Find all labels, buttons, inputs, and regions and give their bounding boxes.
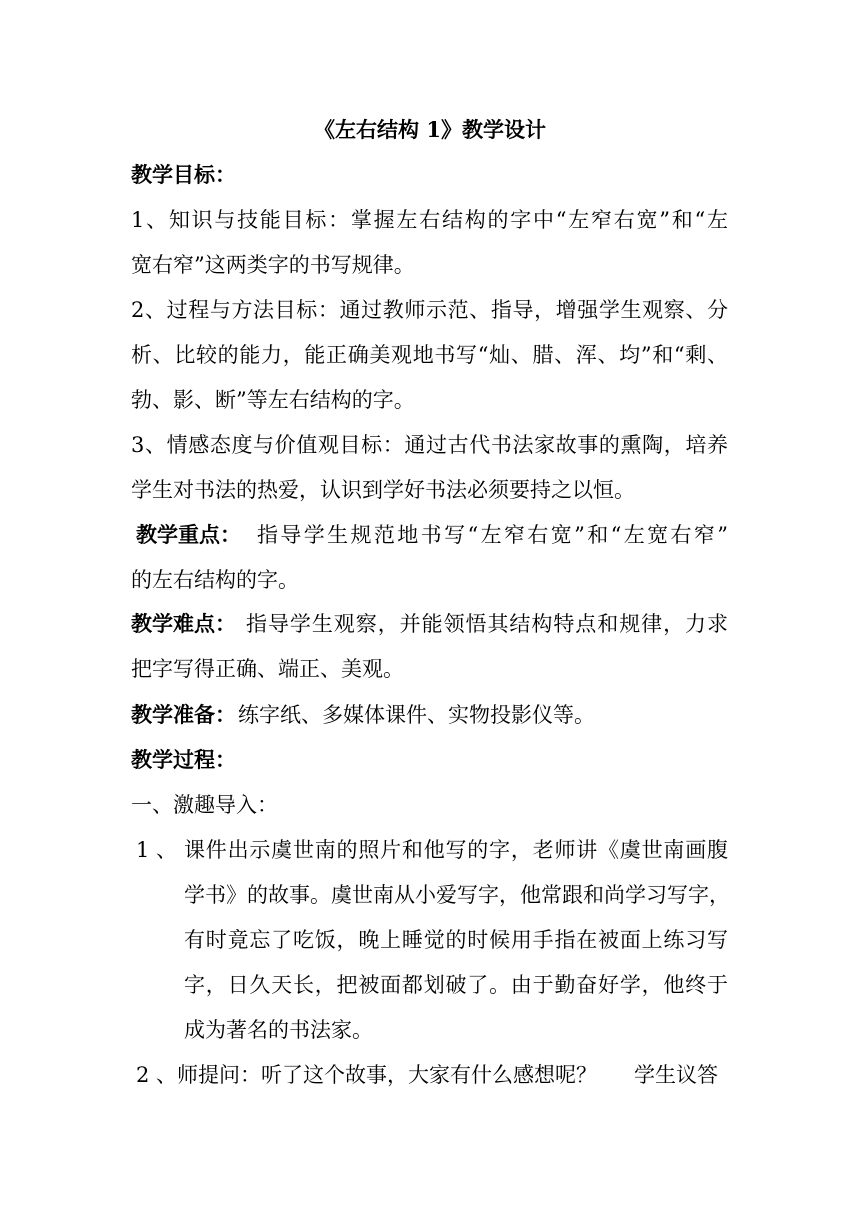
goals-heading: 教学目标： (131, 162, 236, 187)
step1-line5: 成为著名的书法家。 (184, 1018, 373, 1042)
goal1-line1: 1、知识与技能目标：掌握左右结构的字中“左窄右宽”和“左 (131, 208, 728, 232)
goal3-line2: 学生对书法的热爱，认识到学好书法必须要持之以恒。 (131, 478, 635, 502)
goal2-line1: 2、过程与方法目标：通过教师示范、指导，增强学生观察、分 (131, 298, 728, 322)
step1-number: 1 、 (136, 838, 178, 862)
key-points-label: 教学重点： (136, 522, 241, 547)
preparation-text: 练字纸、多媒体课件、实物投影仪等。 (238, 703, 595, 727)
difficulty-line1: 指导学生观察，并能领悟其结构特点和规律，力求 (246, 612, 728, 636)
step1-line3: 有时竟忘了吃饭，晚上睡觉的时候用手指在被面上练习写 (184, 928, 728, 952)
section-heading: 一、激趣导入： (131, 793, 278, 817)
goal3-line1: 3、情感态度与价值观目标：通过古代书法家故事的熏陶，培养 (131, 433, 728, 457)
step1-line4: 字，日久天长，把被面都划破了。由于勤奋好学，他终于 (184, 973, 728, 997)
key-points-line2: 的左右结构的字。 (131, 568, 299, 592)
step1-line2: 学书》的故事。虞世南从小爱写字，他常跟和尚学习写字， (184, 883, 730, 907)
key-points-line1: 指导学生规范地书写“左窄右宽”和“左宽右窄” (257, 523, 728, 547)
preparation-label: 教学准备： (131, 702, 236, 727)
difficulty-line2: 把字写得正确、端正、美观。 (131, 657, 404, 681)
step2-answer: 学生议答 (634, 1063, 718, 1087)
difficulty-label: 教学难点： (131, 611, 236, 636)
goal1-line2: 宽右窄”这两类字的书写规律。 (131, 253, 415, 277)
document-title: 《左右结构 1》教学设计 (314, 117, 546, 142)
process-heading: 教学过程： (131, 747, 236, 772)
goal2-line3: 勃、影、断”等左右结构的字。 (131, 388, 415, 412)
step1-line1: 课件出示虞世南的照片和他写的字，老师讲《虞世南画腹 (184, 838, 728, 862)
step2-line: 2 、师提问：听了这个故事，大家有什么感想呢？ (136, 1063, 598, 1087)
goal2-line2: 析、比较的能力，能正确美观地书写“灿、腊、浑、均”和“剩、 (131, 343, 728, 367)
